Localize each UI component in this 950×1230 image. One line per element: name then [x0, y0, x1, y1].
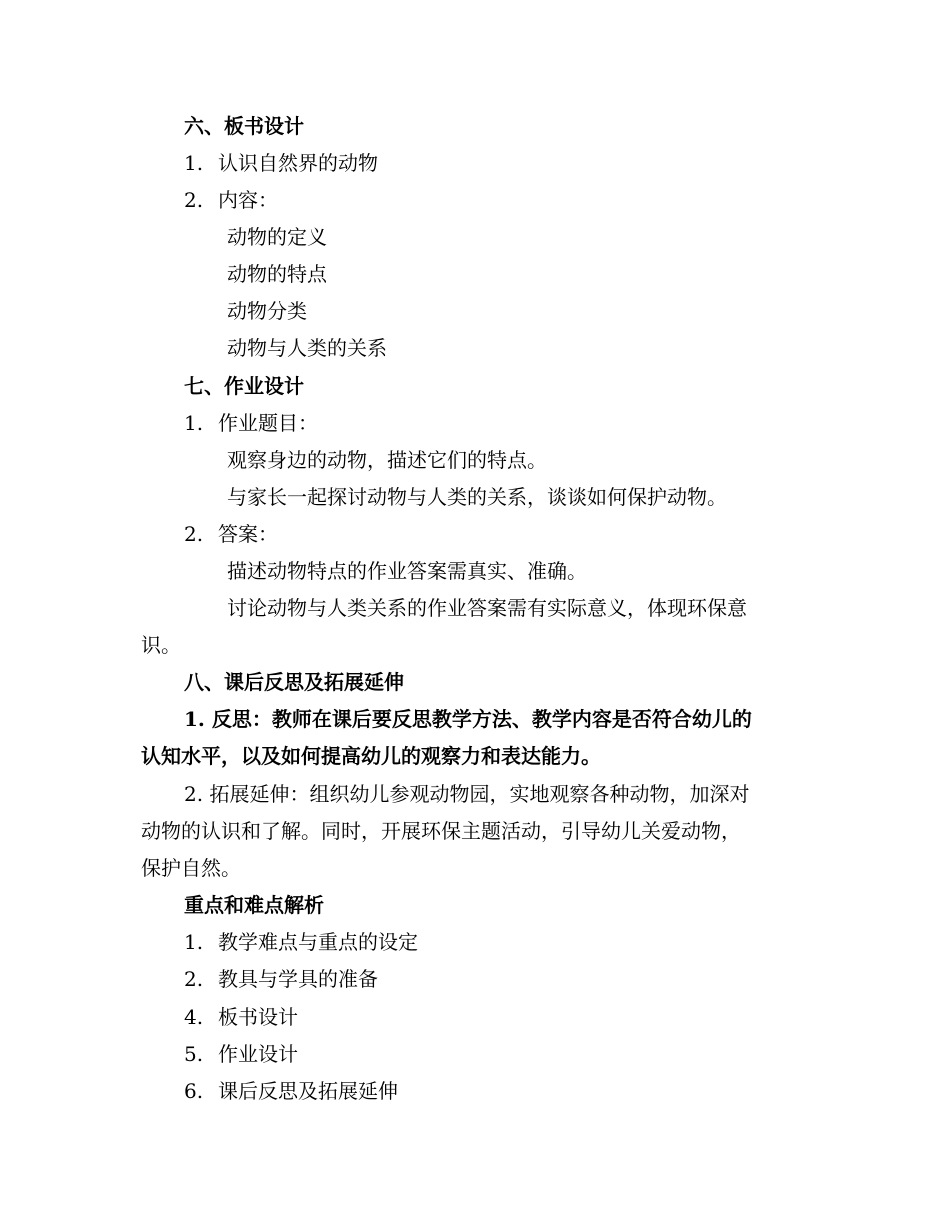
list-text: 教学难点与重点的设定 — [218, 930, 418, 954]
section-heading: 重点和难点解析 — [184, 893, 324, 917]
paragraph-line: 识。 — [141, 633, 181, 657]
list-item — [184, 1078, 398, 1104]
list-text: 作业设计 — [218, 1042, 298, 1066]
paragraph-line: 2. 拓展延伸：组织幼儿参观动物园，实地观察各种动物，加深对 — [184, 782, 750, 806]
paragraph-line: 1. 反思：教师在课后要反思教学方法、教学内容是否符合幼儿的 — [184, 707, 752, 731]
sub-item: 动物分类 — [227, 299, 307, 323]
list-item — [184, 966, 378, 992]
list-item — [184, 187, 278, 213]
list-number: 1. — [184, 930, 204, 954]
paragraph-line: 认知水平，以及如何提高幼儿的观察力和表达能力。 — [141, 744, 601, 768]
list-text: 作业题目： — [218, 411, 318, 435]
list-text: 内容： — [218, 188, 278, 212]
list-text: 认识自然界的动物 — [218, 151, 378, 175]
list-item — [184, 1041, 298, 1067]
list-number: 5. — [184, 1042, 204, 1066]
list-item — [184, 150, 378, 176]
sub-item: 动物与人类的关系 — [227, 336, 387, 360]
sub-item: 动物的定义 — [227, 225, 327, 249]
list-item — [184, 1004, 298, 1030]
sub-item: 动物的特点 — [227, 262, 327, 286]
list-text: 答案： — [218, 522, 278, 546]
list-text: 课后反思及拓展延伸 — [218, 1079, 398, 1103]
list-number: 4. — [184, 1005, 204, 1029]
list-number: 2. — [184, 188, 204, 212]
list-number: 2. — [184, 522, 204, 546]
list-number: 1. — [184, 151, 204, 175]
list-number: 6. — [184, 1079, 204, 1103]
section-heading: 六、板书设计 — [184, 114, 304, 138]
list-text: 板书设计 — [218, 1005, 298, 1029]
sub-item: 观察身边的动物，描述它们的特点。 — [227, 448, 547, 472]
sub-item: 与家长一起探讨动物与人类的关系，谈谈如何保护动物。 — [227, 485, 727, 509]
sub-item: 讨论动物与人类关系的作业答案需有实际意义，体现环保意 — [227, 596, 747, 620]
paragraph-line: 动物的认识和了解。同时，开展环保主题活动，引导幼儿关爱动物， — [141, 819, 741, 843]
paragraph-line: 保护自然。 — [141, 856, 241, 880]
list-item — [184, 521, 278, 547]
section-heading: 八、课后反思及拓展延伸 — [184, 670, 404, 694]
list-text: 教具与学具的准备 — [218, 967, 378, 991]
section-heading: 七、作业设计 — [184, 374, 304, 398]
list-number: 2. — [184, 967, 204, 991]
list-item — [184, 929, 418, 955]
list-item — [184, 410, 318, 436]
list-number: 1. — [184, 411, 204, 435]
sub-item: 描述动物特点的作业答案需真实、准确。 — [227, 559, 587, 583]
